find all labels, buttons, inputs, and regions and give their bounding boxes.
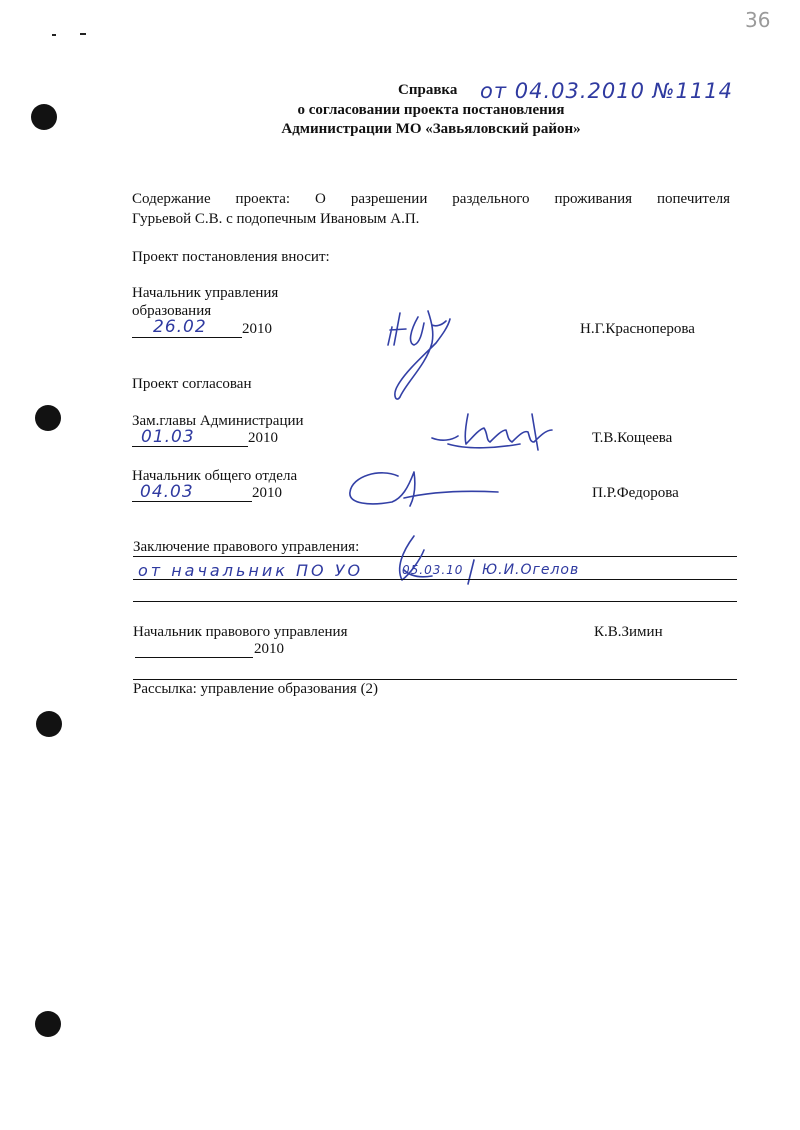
- education-position-line-2: образования: [132, 303, 212, 319]
- legal-conclusion-line-2: [133, 579, 737, 580]
- deputy-year: 2010: [248, 430, 278, 446]
- project-content-text: О разрешении раздельного проживания попечителя: [315, 191, 730, 207]
- legal-conclusion-handwritten: от начальник ПО УО: [138, 561, 364, 580]
- punch-hole: [35, 405, 61, 431]
- general-dept-signature: [340, 462, 500, 512]
- legal-conclusion-line-3: [133, 601, 737, 602]
- project-content-label: Содержание проекта:: [132, 191, 291, 207]
- deputy-signature: [428, 408, 568, 458]
- handwritten-registration: от 04.03.2010 №1114: [480, 79, 733, 103]
- distribution-separator: [133, 679, 737, 680]
- education-year: 2010: [242, 321, 272, 337]
- education-date-line: [132, 337, 242, 338]
- agreed-label: Проект согласован: [132, 376, 252, 392]
- title-line-3: Администрации МО «Завьяловский район»: [281, 121, 581, 137]
- legal-date-line: [135, 657, 253, 658]
- legal-conclusion-signature: [380, 530, 490, 590]
- document-title: Справка: [398, 82, 458, 98]
- project-content-line-1: [132, 191, 730, 208]
- project-content-line-2: Гурьевой С.В. с подопечным Ивановым А.П.: [132, 211, 420, 227]
- punch-hole: [35, 1011, 61, 1037]
- deputy-name: Т.В.Кощеева: [592, 430, 673, 446]
- title-line-2: о согласовании проекта постановления: [297, 102, 565, 118]
- legal-conclusion-label: Заключение правового управления:: [133, 539, 360, 555]
- general-dept-position: Начальник общего отдела: [132, 468, 298, 484]
- education-position-line-1: Начальник управления: [132, 285, 279, 301]
- legal-head-name: К.В.Зимин: [594, 624, 663, 640]
- distribution: Рассылка: управление образования (2): [133, 681, 379, 697]
- scan-mark: [52, 34, 56, 36]
- deputy-date-handwritten: 01.03: [141, 427, 195, 447]
- punch-hole: [36, 711, 62, 737]
- deputy-position: Зам.главы Администрации: [132, 413, 304, 429]
- general-dept-name: П.Р.Федорова: [592, 485, 679, 501]
- submitted-by-label: Проект постановления вносит:: [132, 249, 330, 265]
- education-signature: [380, 305, 470, 405]
- general-dept-date-handwritten: 04.03: [140, 482, 194, 502]
- legal-conclusion-handwritten-date: 05.03.10: [402, 563, 464, 577]
- legal-year: 2010: [254, 641, 284, 657]
- legal-head-position: Начальник правового управления: [133, 624, 348, 640]
- education-head-name: Н.Г.Красноперова: [580, 321, 695, 337]
- legal-conclusion-handwritten-name: Ю.И.Огелов: [482, 562, 580, 578]
- general-dept-year: 2010: [252, 485, 282, 501]
- education-date-handwritten: 26.02: [153, 317, 207, 337]
- page-number: 36: [745, 8, 771, 32]
- scan-mark: [80, 33, 86, 35]
